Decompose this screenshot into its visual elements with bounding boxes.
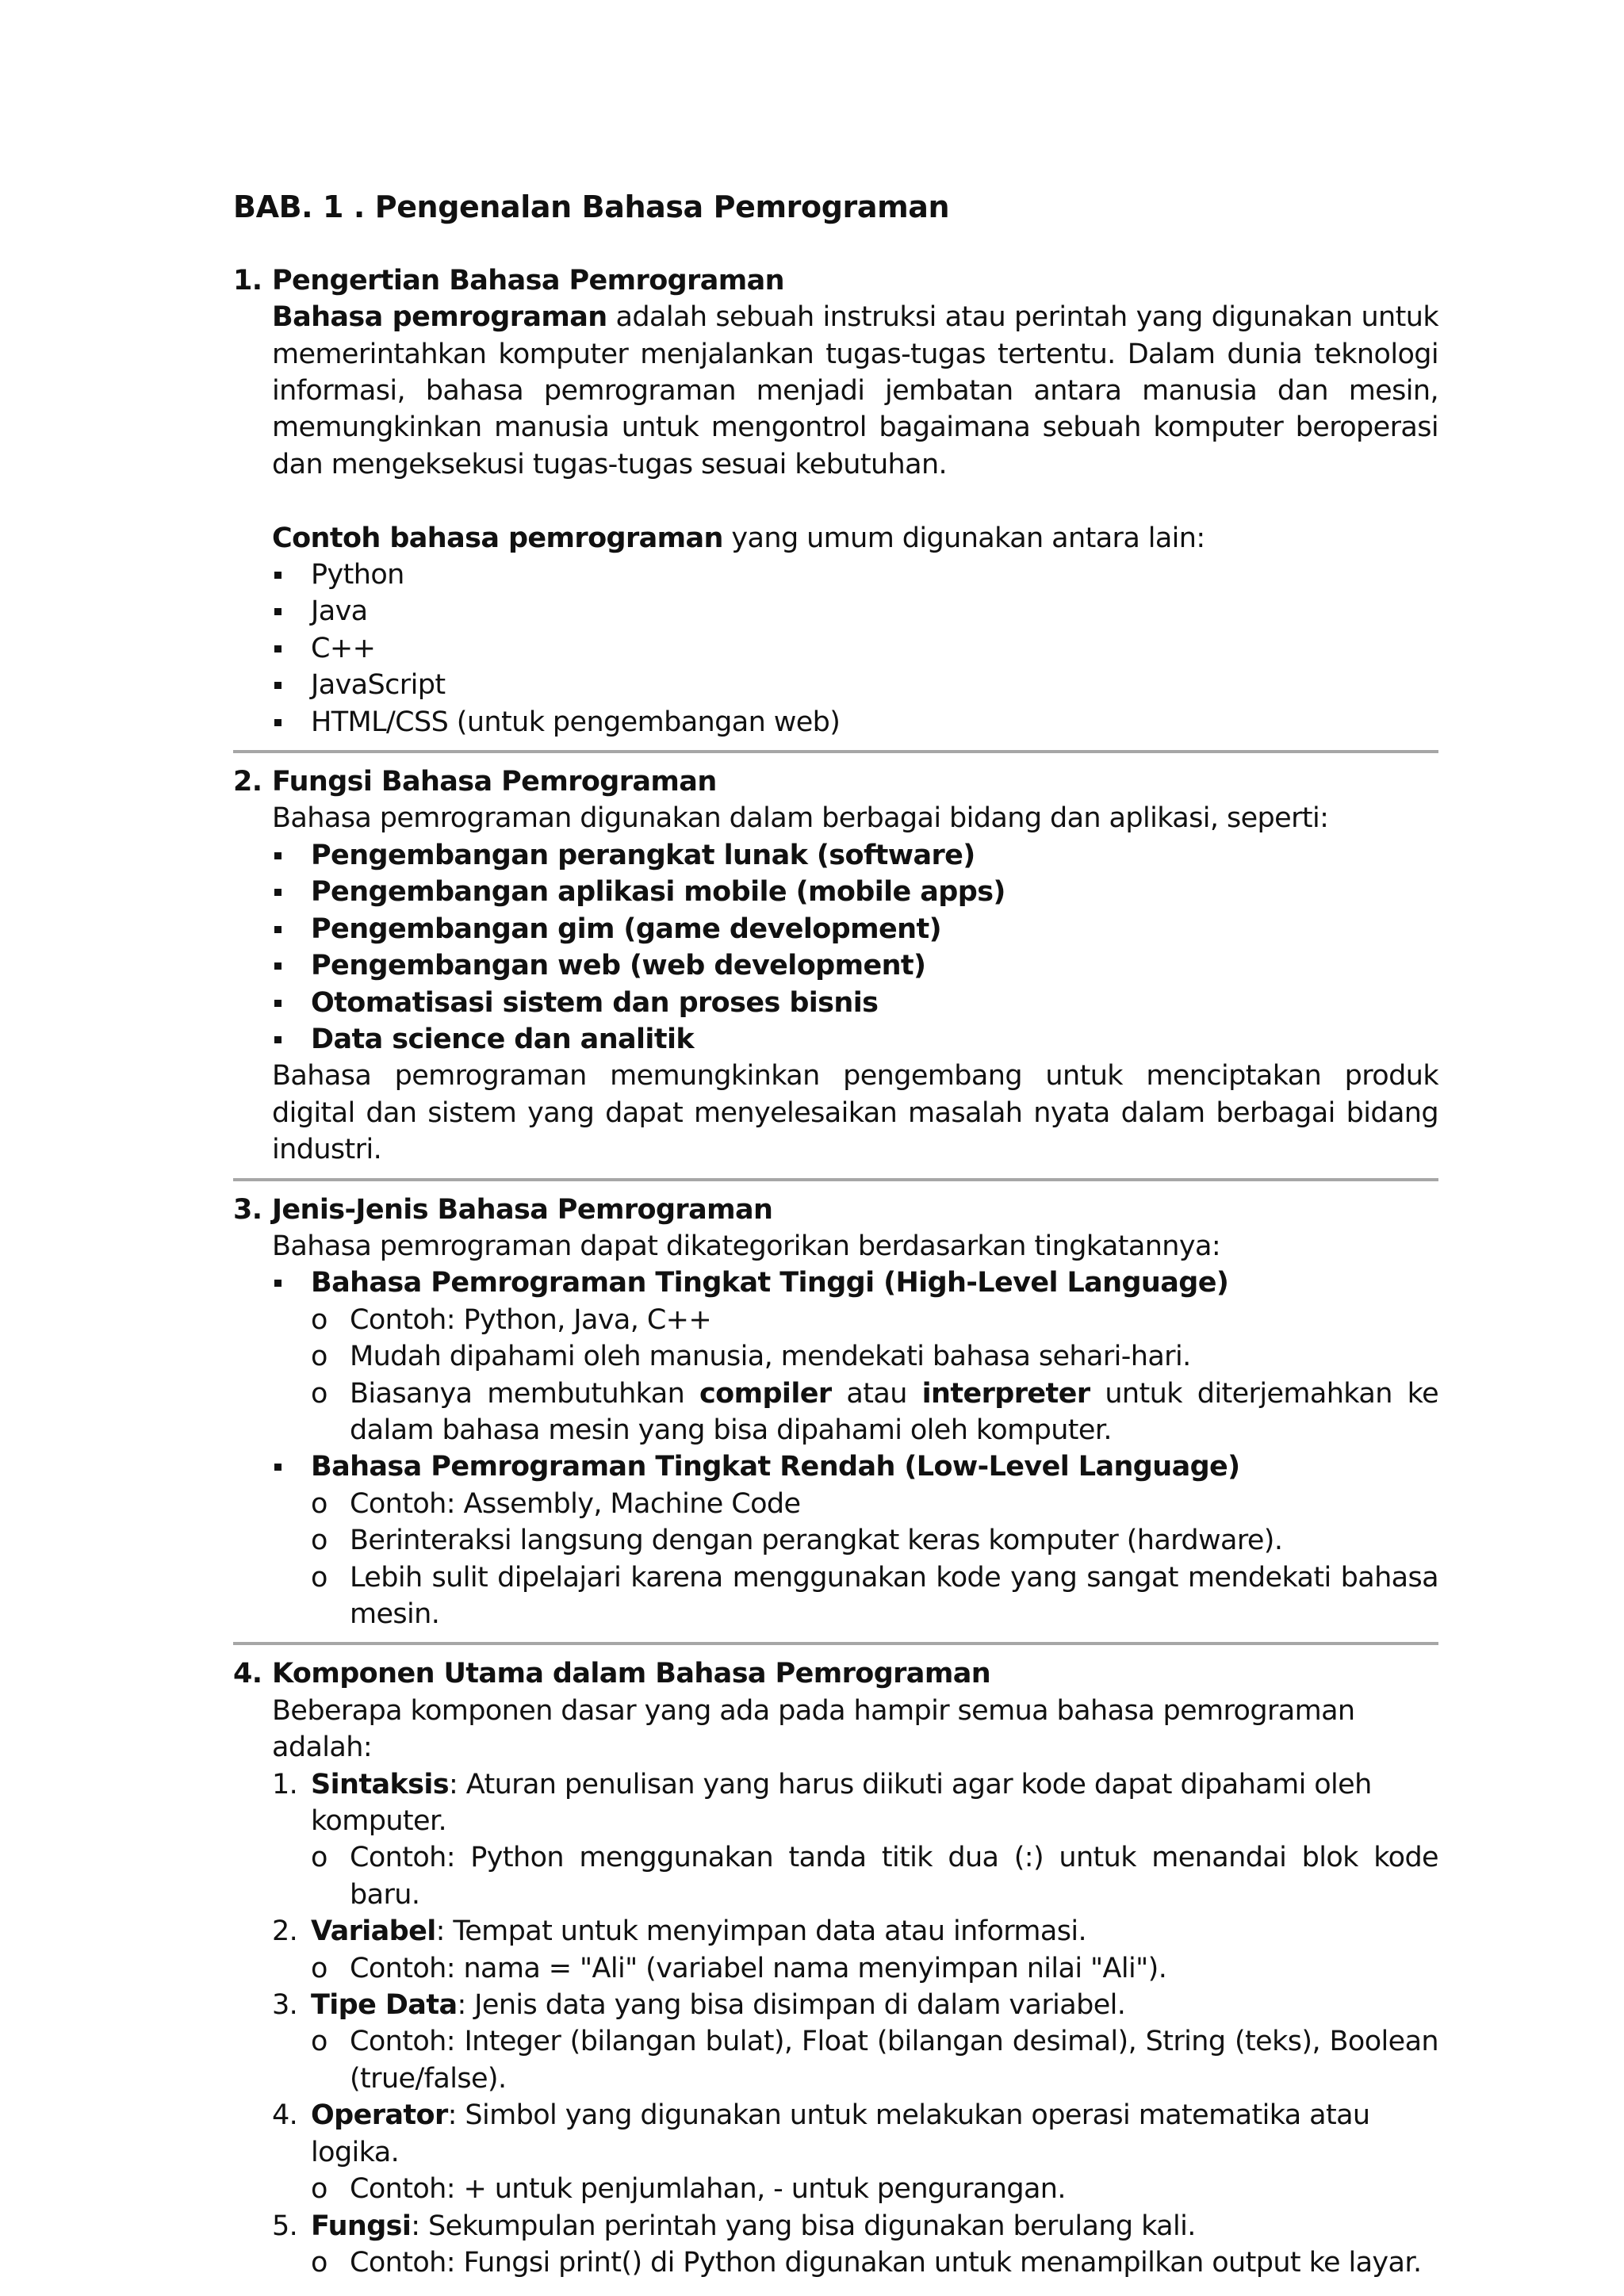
sub-bullet: o: [311, 2246, 327, 2279]
document-content: [233, 189, 1438, 2281]
list-item: Pengembangan gim (game development): [233, 911, 1438, 947]
spacer: [233, 483, 1438, 519]
section-2-closing: Bahasa pemrograman memungkinkan pengembang untuk menciptakan produk digital dan sistem yang dapat menyelesaikan masalah nyata dalam berbagai bidang industri.: [272, 1060, 1438, 1166]
high-level-title: Bahasa Pemrograman Tingkat Tinggi (High-Level Language): [233, 1265, 1438, 1301]
section-4-heading: [233, 1655, 1438, 1692]
section-4-number: 4.: [233, 1658, 262, 1690]
list-item: Python: [233, 557, 1438, 593]
component-example-text: Contoh: Fungsi print() di Python digunakan untuk menampilkan output ke layar.: [350, 2246, 1422, 2279]
section-2-title: Fungsi Bahasa Pemrograman: [272, 766, 717, 798]
sub-item: [233, 1486, 1438, 1522]
component-example: [233, 2023, 1438, 2097]
list-item: Data science dan analitik: [233, 1021, 1438, 1058]
component-example: [233, 2171, 1438, 2207]
list-item: JavaScript: [233, 667, 1438, 703]
spacer: [233, 225, 1438, 262]
section-3-heading: [233, 1192, 1438, 1228]
component-item: [233, 1987, 1438, 2023]
section-4-title: Komponen Utama dalam Bahasa Pemrograman: [272, 1658, 991, 1690]
term-interpreter: interpreter: [921, 1377, 1090, 1410]
component-example-text: Contoh: Integer (bilangan bulat), Float (bilangan desimal), String (teks), Boolean (true/false).: [350, 2026, 1438, 2095]
sub-item-text: Mudah dipahami oleh manusia, mendekati bahasa sehari-hari.: [350, 1341, 1191, 1373]
term-compiler: compiler: [699, 1377, 832, 1410]
chapter-title: BAB. 1 . Pengenalan Bahasa Pemrograman: [233, 189, 950, 224]
sub-item-text: Biasanya membutuhkan: [350, 1377, 700, 1410]
sub-item-text: Lebih sulit dipelajari karena menggunakan kode yang sangat mendekati bahasa mesin.: [350, 1561, 1438, 1630]
component-item: [233, 1913, 1438, 1950]
section-1-number: 1.: [233, 264, 262, 297]
section-3-title: Jenis-Jenis Bahasa Pemrograman: [272, 1193, 773, 1226]
sub-bullet: o: [311, 1341, 327, 1373]
sub-bullet: o: [311, 1952, 327, 1984]
section-1-paragraph-text: adalah sebuah instruksi atau perintah yang digunakan untuk memerintahkan komputer menjalankan tugas-tugas tertentu. Dalam dunia teknologi informasi, bahasa pemrograman menjadi jembatan antara manusia dan mesin, memungkinkan manusia untuk mengontrol bagaimana sebuah komputer beroperasi dan mengeksekusi tugas-tugas sesuai kebutuhan.: [272, 301, 1439, 480]
component-number: 2.: [272, 1915, 298, 1948]
sub-bullet: o: [311, 1377, 327, 1410]
section-1-heading: [233, 262, 1438, 299]
component-desc: : Simbol yang digunakan untuk melakukan operasi matematika atau logika.: [311, 2099, 1370, 2168]
component-example: [233, 1950, 1438, 1987]
list-item: Java: [233, 593, 1438, 629]
component-term: Sintaksis: [311, 1768, 450, 1800]
section-1-examples-intro: [233, 520, 1438, 557]
examples-term: Contoh bahasa pemrograman: [272, 522, 723, 554]
list-item: C++: [233, 630, 1438, 667]
sub-item: [233, 1559, 1438, 1633]
list-item: Pengembangan perangkat lunak (software): [233, 837, 1438, 874]
section-divider: [233, 1642, 1438, 1645]
component-desc: : Jenis data yang bisa disimpan di dalam variabel.: [457, 1989, 1126, 2022]
component-term: Fungsi: [311, 2210, 412, 2242]
component-item: [233, 2097, 1438, 2171]
component-example-text: Contoh: + untuk penjumlahan, - untuk pengurangan.: [350, 2173, 1066, 2206]
section-1-title: Pengertian Bahasa Pemrograman: [272, 264, 784, 297]
component-example: [233, 1839, 1438, 1913]
term-bahasa-pemrograman: Bahasa pemrograman: [272, 301, 607, 334]
section-2-number: 2.: [233, 766, 262, 798]
section-2-heading: [233, 763, 1438, 800]
sub-item: [233, 1302, 1438, 1338]
section-3-number: 3.: [233, 1193, 262, 1226]
examples-intro-text: yang umum digunakan antara lain:: [722, 522, 1205, 554]
component-term: Operator: [311, 2099, 448, 2132]
sub-bullet: o: [311, 2173, 327, 2206]
list-item: Pengembangan web (web development): [233, 947, 1438, 984]
component-term: Tipe Data: [311, 1989, 458, 2022]
component-number: 4.: [272, 2099, 298, 2132]
sub-item-text: Contoh: Assembly, Machine Code: [350, 1487, 801, 1520]
component-item: [233, 1766, 1438, 1840]
component-term: Variabel: [311, 1915, 436, 1948]
sub-bullet: o: [311, 1487, 327, 1520]
list-item: Otomatisasi sistem dan proses bisnis: [233, 985, 1438, 1021]
component-item: [233, 2208, 1438, 2244]
section-divider: [233, 750, 1438, 753]
component-number: 5.: [272, 2210, 298, 2242]
component-number: 1.: [272, 1768, 298, 1800]
section-4-intro: Beberapa komponen dasar yang ada pada hampir semua bahasa pemrograman adalah:: [272, 1694, 1355, 1764]
sub-item-text: Berinteraksi langsung dengan perangkat keras komputer (hardware).: [350, 1525, 1283, 1557]
section-2-intro: Bahasa pemrograman digunakan dalam berbagai bidang dan aplikasi, seperti:: [272, 802, 1329, 835]
list-item: HTML/CSS (untuk pengembangan web): [233, 704, 1438, 740]
section-divider: [233, 1178, 1438, 1181]
sub-bullet: o: [311, 2026, 327, 2058]
component-desc: : Sekumpulan perintah yang bisa digunakan berulang kali.: [411, 2210, 1196, 2242]
sub-bullet: o: [311, 1842, 327, 1874]
sub-bullet: o: [311, 1303, 327, 1336]
sub-item: [233, 1522, 1438, 1559]
component-desc: : Tempat untuk menyimpan data atau informasi.: [435, 1915, 1087, 1948]
sub-bullet: o: [311, 1561, 327, 1594]
component-desc: : Aturan penulisan yang harus diikuti agar kode dapat dipahami oleh komputer.: [311, 1768, 1372, 1838]
section-1-paragraph: [233, 299, 1438, 483]
component-example-text: Contoh: nama = "Ali" (variabel nama menyimpan nilai "Ali").: [350, 1952, 1167, 1984]
sub-bullet: o: [311, 1525, 327, 1557]
sub-item: [233, 1376, 1438, 1449]
sub-item-text: untuk diterjemahkan ke dalam bahasa mesin yang bisa dipahami oleh komputer.: [350, 1377, 1438, 1446]
sub-item: [233, 1338, 1438, 1375]
low-level-title: Bahasa Pemrograman Tingkat Rendah (Low-Level Language): [233, 1448, 1438, 1485]
sub-item-text: atau: [831, 1377, 922, 1410]
sub-item-text: Contoh: Python, Java, C++: [350, 1303, 712, 1336]
list-item: Pengembangan aplikasi mobile (mobile apps): [233, 874, 1438, 910]
section-3-intro: Bahasa pemrograman dapat dikategorikan berdasarkan tingkatannya:: [272, 1230, 1221, 1262]
component-example: [233, 2244, 1438, 2281]
component-example-text: Contoh: Python menggunakan tanda titik dua (:) untuk menandai blok kode baru.: [350, 1842, 1438, 1911]
component-number: 3.: [272, 1989, 298, 2022]
